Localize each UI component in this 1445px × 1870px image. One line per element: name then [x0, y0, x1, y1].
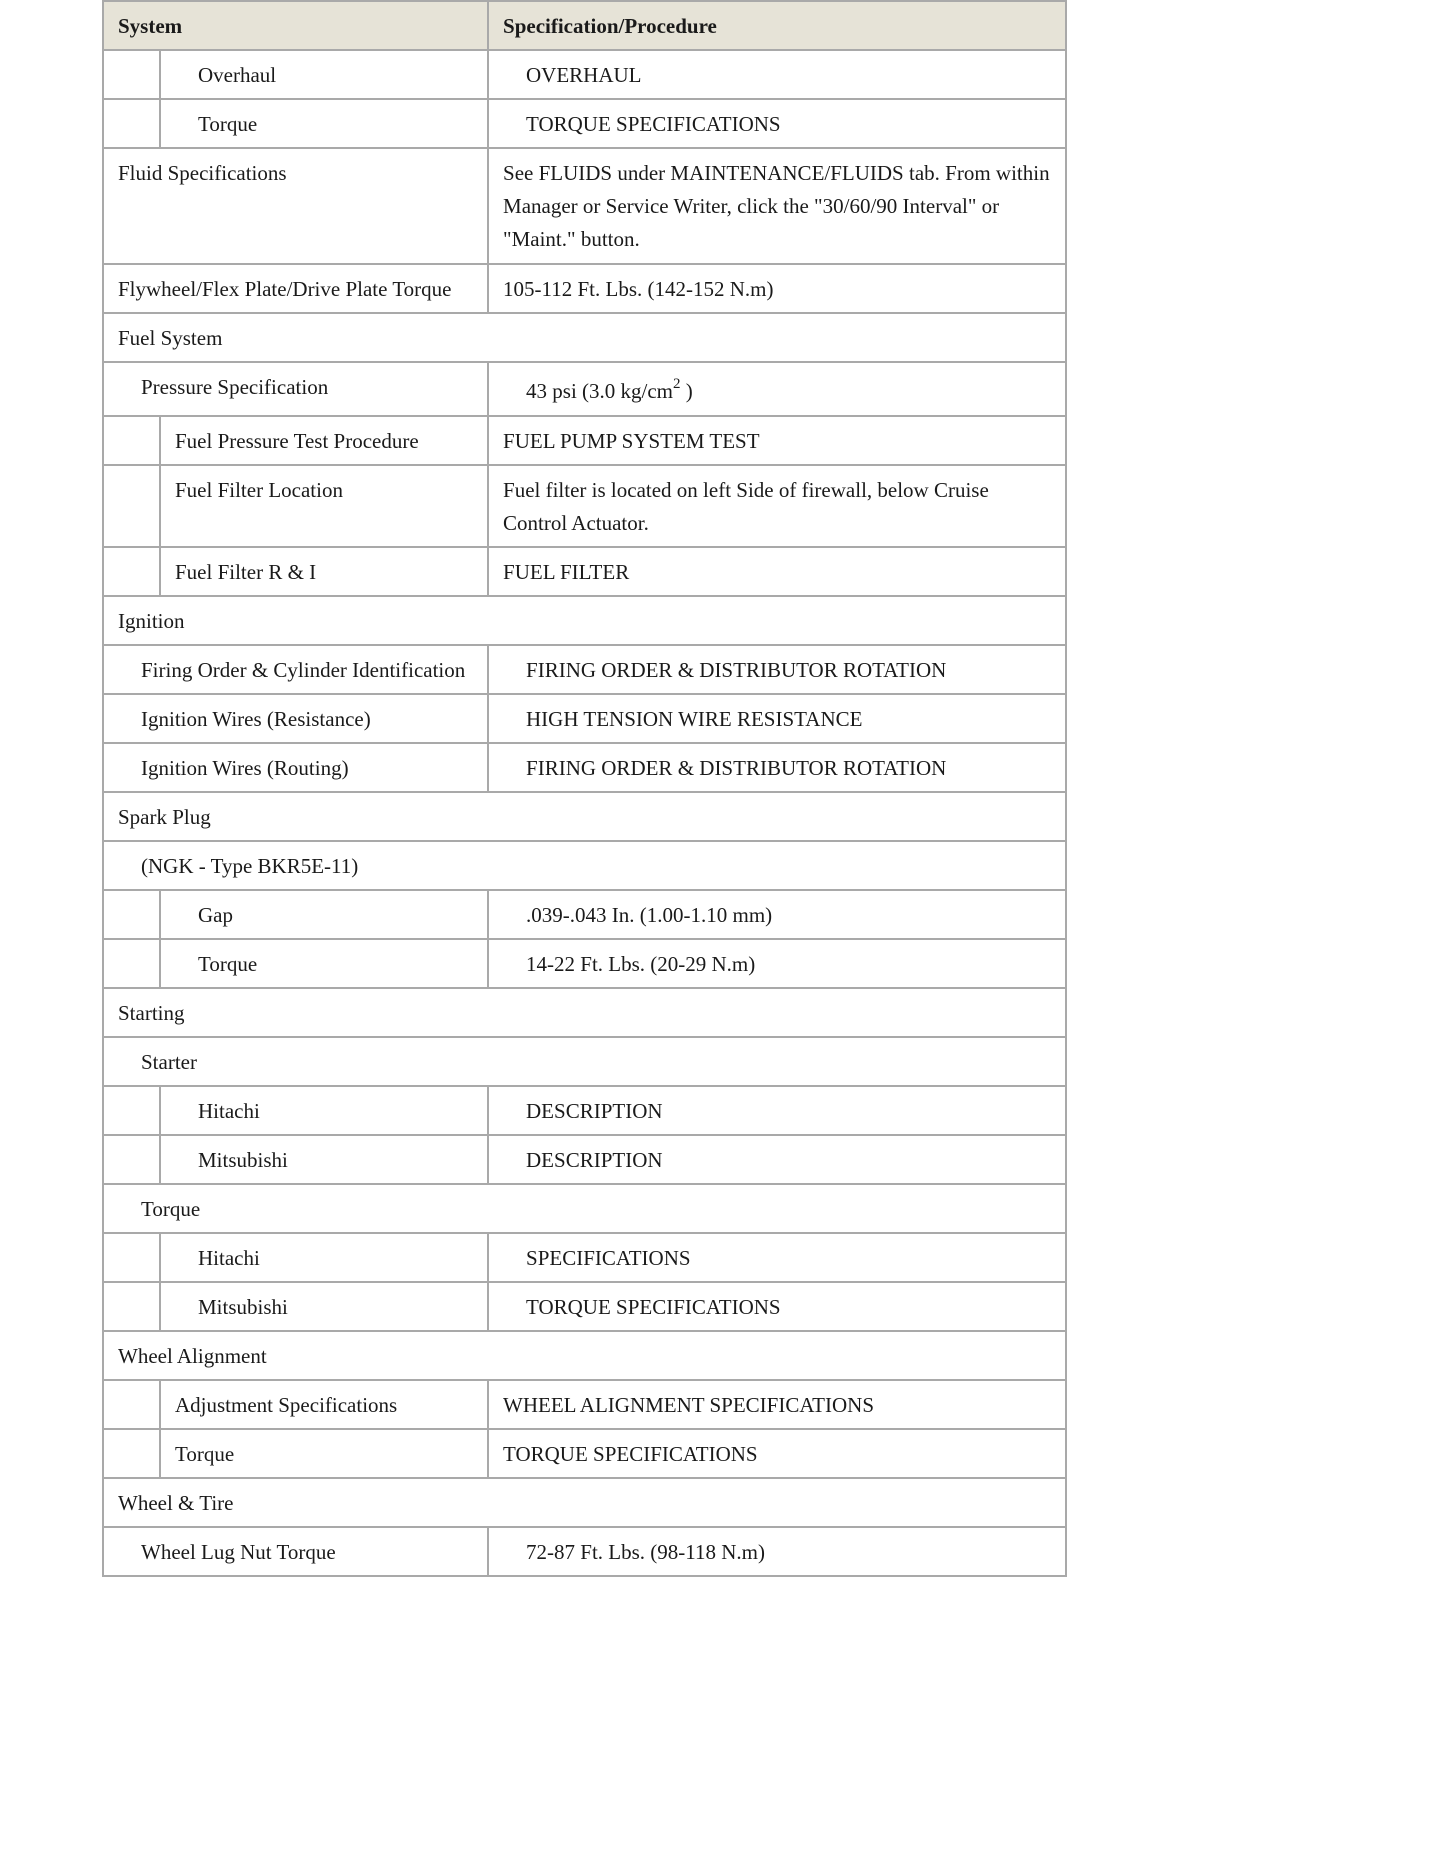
system-cell: Gap [160, 890, 488, 939]
indent-cell [103, 1086, 160, 1135]
table-row [103, 148, 1066, 264]
table-row [103, 1233, 1066, 1282]
table-row [103, 1282, 1066, 1331]
system-cell: Hitachi [160, 1233, 488, 1282]
section-heading: Starting [103, 988, 1066, 1037]
section-heading: Wheel & Tire [103, 1478, 1066, 1527]
section-heading: Fuel System [103, 313, 1066, 362]
section-row [103, 1184, 1066, 1233]
spec-link[interactable]: WHEEL ALIGNMENT SPECIFICATIONS [488, 1380, 1066, 1429]
indent-cell [103, 99, 160, 148]
table-row [103, 547, 1066, 596]
table-row [103, 890, 1066, 939]
specification-table [102, 0, 1067, 1577]
table-row [103, 1135, 1066, 1184]
spec-link[interactable]: FUEL FILTER [488, 547, 1066, 596]
table-row [103, 362, 1066, 416]
table-row [103, 939, 1066, 988]
spec-value: 43 psi (3.0 kg/cm [526, 379, 674, 403]
indent-cell [103, 416, 160, 465]
table-row [103, 645, 1066, 694]
table-row [103, 1527, 1066, 1576]
spec-cell: .039-.043 In. (1.00-1.10 mm) [488, 890, 1066, 939]
table-row [103, 1429, 1066, 1478]
spec-link[interactable]: OVERHAUL [488, 50, 1066, 99]
spec-cell: 14-22 Ft. Lbs. (20-29 N.m) [488, 939, 1066, 988]
section-row [103, 792, 1066, 841]
system-cell: Flywheel/Flex Plate/Drive Plate Torque [103, 264, 488, 313]
section-row [103, 1478, 1066, 1527]
spec-link[interactable]: TORQUE SPECIFICATIONS [488, 1282, 1066, 1331]
table-row [103, 465, 1066, 547]
system-cell: Torque [160, 99, 488, 148]
subsection-heading: Torque [103, 1184, 1066, 1233]
spec-link[interactable]: DESCRIPTION [488, 1086, 1066, 1135]
spec-cell: 72-87 Ft. Lbs. (98-118 N.m) [488, 1527, 1066, 1576]
indent-cell [103, 939, 160, 988]
system-cell: Mitsubishi [160, 1135, 488, 1184]
spec-cell: Fuel filter is located on left Side of firewall, below Cruise Control Actuator. [488, 465, 1066, 547]
table-row [103, 99, 1066, 148]
system-cell: Wheel Lug Nut Torque [103, 1527, 488, 1576]
spec-superscript: 2 [673, 376, 681, 392]
system-cell: Firing Order & Cylinder Identification [103, 645, 488, 694]
section-row [103, 841, 1066, 890]
table-row [103, 416, 1066, 465]
spec-value-tail: ) [680, 379, 693, 403]
system-cell: Fuel Filter Location [160, 465, 488, 547]
header-specification: Specification/Procedure [488, 1, 1066, 50]
system-cell: Fluid Specifications [103, 148, 488, 264]
table-row [103, 50, 1066, 99]
section-row [103, 313, 1066, 362]
system-cell: Fuel Pressure Test Procedure [160, 416, 488, 465]
section-row [103, 988, 1066, 1037]
indent-cell [103, 1380, 160, 1429]
spec-cell: See FLUIDS under MAINTENANCE/FLUIDS tab. From within Manager or Service Writer, click the "30/60/90 Interval" or "Maint." button. [488, 148, 1066, 264]
indent-cell [103, 547, 160, 596]
system-cell: Pressure Specification [103, 362, 488, 416]
spec-link[interactable]: FIRING ORDER & DISTRIBUTOR ROTATION [488, 645, 1066, 694]
spec-link[interactable]: DESCRIPTION [488, 1135, 1066, 1184]
indent-cell [103, 890, 160, 939]
indent-cell [103, 1429, 160, 1478]
system-cell: Hitachi [160, 1086, 488, 1135]
table-row [103, 1380, 1066, 1429]
indent-cell [103, 1135, 160, 1184]
section-heading: Spark Plug [103, 792, 1066, 841]
system-cell: Mitsubishi [160, 1282, 488, 1331]
system-cell: Ignition Wires (Routing) [103, 743, 488, 792]
table-header-row [103, 1, 1066, 50]
table-row [103, 743, 1066, 792]
section-row [103, 596, 1066, 645]
spec-link[interactable]: FUEL PUMP SYSTEM TEST [488, 416, 1066, 465]
indent-cell [103, 1233, 160, 1282]
system-cell: Adjustment Specifications [160, 1380, 488, 1429]
spec-link[interactable]: SPECIFICATIONS [488, 1233, 1066, 1282]
spec-link[interactable]: TORQUE SPECIFICATIONS [488, 99, 1066, 148]
system-cell: Overhaul [160, 50, 488, 99]
indent-cell [103, 1282, 160, 1331]
spec-cell [488, 362, 1066, 416]
system-cell: Torque [160, 939, 488, 988]
subsection-heading: Starter [103, 1037, 1066, 1086]
section-row [103, 1037, 1066, 1086]
header-system: System [103, 1, 488, 50]
system-cell: Fuel Filter R & I [160, 547, 488, 596]
system-cell: Torque [160, 1429, 488, 1478]
table-row [103, 694, 1066, 743]
table-row [103, 264, 1066, 313]
table-row [103, 1086, 1066, 1135]
spec-cell: 105-112 Ft. Lbs. (142-152 N.m) [488, 264, 1066, 313]
section-row [103, 1331, 1066, 1380]
subsection-heading: (NGK - Type BKR5E-11) [103, 841, 1066, 890]
spec-link[interactable]: HIGH TENSION WIRE RESISTANCE [488, 694, 1066, 743]
spec-link[interactable]: FIRING ORDER & DISTRIBUTOR ROTATION [488, 743, 1066, 792]
section-heading: Wheel Alignment [103, 1331, 1066, 1380]
section-heading: Ignition [103, 596, 1066, 645]
indent-cell [103, 50, 160, 99]
indent-cell [103, 465, 160, 547]
spec-link[interactable]: TORQUE SPECIFICATIONS [488, 1429, 1066, 1478]
system-cell: Ignition Wires (Resistance) [103, 694, 488, 743]
